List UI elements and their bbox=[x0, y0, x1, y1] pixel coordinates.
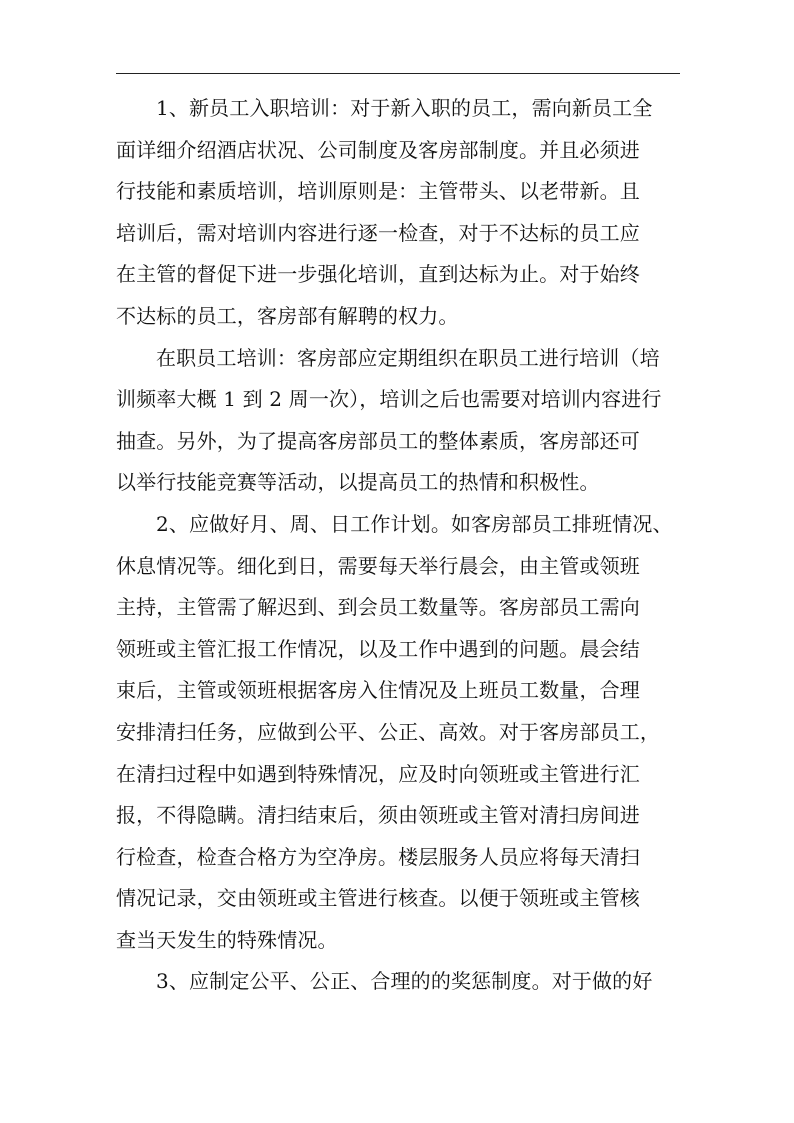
paragraph-3-line-8: 报，不得隐瞒。清扫结束后，须由领班或主管对清扫房间进 bbox=[116, 803, 640, 828]
paragraph-3-line-4: 领班或主管汇报工作情况，以及工作中遇到的问题。晨会结 bbox=[116, 636, 640, 661]
document-body bbox=[116, 88, 682, 1003]
paragraph-1-line-4: 培训后，需对培训内容进行逐一检查，对于不达标的员工应 bbox=[116, 220, 640, 245]
paragraph-1-line-5: 在主管的督促下进一步强化培训，直到达标为止。对于始终 bbox=[116, 262, 640, 287]
paragraph-3-line-7: 在清扫过程中如遇到特殊情况，应及时向领班或主管进行汇 bbox=[116, 761, 640, 786]
paragraph-3-line-5: 束后，主管或领班根据客房入住情况及上班员工数量，合理 bbox=[116, 678, 640, 703]
paragraph-4-line-1: 3、应制定公平、公正、合理的的奖惩制度。对于做的好 bbox=[156, 969, 653, 994]
paragraph-3-line-1: 2、应做好月、周、日工作计划。如客房部员工排班情况、 bbox=[156, 511, 673, 536]
paragraph-2-line-2: 训频率大概 1 到 2 周一次），培训之后也需要对培训内容进行 bbox=[116, 387, 662, 412]
paragraph-1-line-1: 1、新员工入职培训：对于新入职的员工，需向新员工全 bbox=[156, 96, 653, 120]
paragraph-2-line-1: 在职员工培训：客房部应定期组织在职员工进行培训（培 bbox=[156, 345, 660, 370]
paragraph-3-line-2: 休息情况等。细化到日，需要每天举行晨会，由主管或领班 bbox=[116, 553, 640, 578]
paragraph-2-line-4: 以举行技能竞赛等活动，以提高员工的热情和积极性。 bbox=[116, 470, 600, 495]
paragraph-3-line-9: 行检查，检查合格方为空净房。楼层服务人员应将每天清扫 bbox=[116, 844, 640, 869]
header-rule bbox=[116, 73, 680, 74]
paragraph-3-line-6: 安排清扫任务，应做到公平、公正、高效。对于客房部员工， bbox=[116, 719, 661, 744]
paragraph-2-line-3: 抽查。另外，为了提高客房部员工的整体素质，客房部还可 bbox=[116, 428, 640, 453]
paragraph-1-line-6: 不达标的员工，客房部有解聘的权力。 bbox=[116, 303, 459, 328]
paragraph-1-line-3: 行技能和素质培训，培训原则是：主管带头、以老带新。且 bbox=[116, 179, 640, 204]
paragraph-1-line-2: 面详细介绍酒店状况、公司制度及客房部制度。并且必须进 bbox=[116, 137, 640, 162]
paragraph-3-line-3: 主持，主管需了解迟到、到会员工数量等。客房部员工需向 bbox=[116, 595, 640, 620]
paragraph-3-line-11: 查当天发生的特殊情况。 bbox=[116, 927, 338, 952]
paragraph-3-line-10: 情况记录，交由领班或主管进行核查。以便于领班或主管核 bbox=[116, 886, 640, 911]
